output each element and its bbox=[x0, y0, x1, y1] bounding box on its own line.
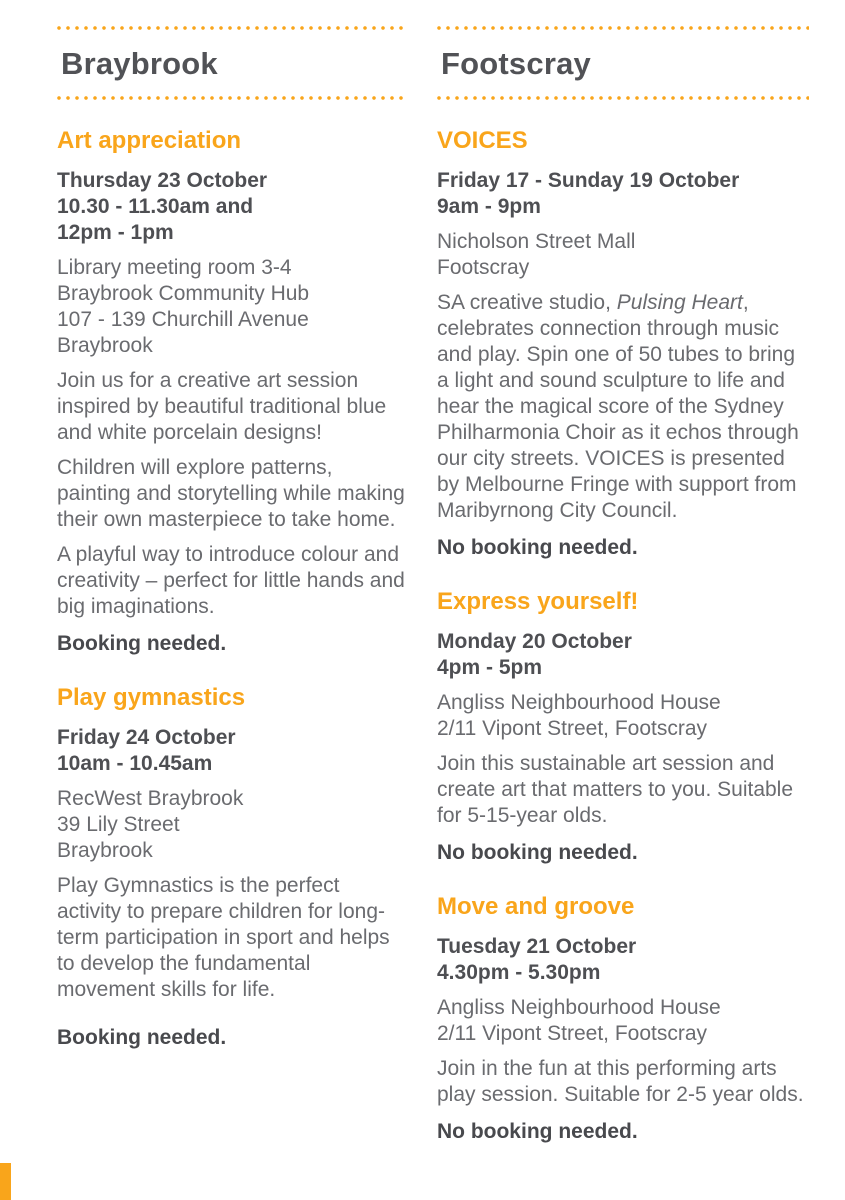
event-title: VOICES bbox=[437, 127, 528, 154]
event-location bbox=[437, 690, 809, 742]
event bbox=[437, 588, 809, 866]
text-run: Join in the fun at this performing arts play session. Suitable for 2-5 year olds. bbox=[437, 1057, 804, 1106]
text-run: A playful way to introduce colour and creativity – perfect for little hands and big imaginations. bbox=[57, 543, 405, 618]
location-line: Braybrook bbox=[57, 334, 153, 357]
location-line: Angliss Neighbourhood House bbox=[437, 996, 721, 1019]
location-line: 107 - 139 Churchill Avenue bbox=[57, 308, 309, 331]
location-line: 2/11 Vipont Street, Footscray bbox=[437, 1022, 708, 1045]
event-datetime bbox=[437, 168, 809, 220]
location-line: Braybrook Community Hub bbox=[57, 282, 310, 305]
event-description bbox=[57, 542, 407, 620]
event-title: Art appreciation bbox=[57, 127, 242, 154]
dotted-divider-top bbox=[437, 26, 809, 30]
event-description bbox=[57, 455, 407, 533]
text-run: Join this sustainable art session and create art that matters to you. Suitable for 5-15-year olds. bbox=[437, 752, 794, 827]
event bbox=[57, 684, 407, 1051]
text-run: Join us for a creative art session inspired by beautiful traditional blue and white porcelain designs! bbox=[57, 369, 387, 444]
column-braybrook bbox=[57, 26, 407, 1154]
datetime-line: 4.30pm - 5.30pm bbox=[437, 961, 601, 984]
datetime-line: 4pm - 5pm bbox=[437, 656, 543, 679]
event-description bbox=[57, 368, 407, 446]
datetime-line: Friday 17 - Sunday 19 October bbox=[437, 169, 740, 192]
event bbox=[437, 893, 809, 1145]
event-datetime bbox=[437, 629, 809, 681]
datetime-line: 10am - 10.45am bbox=[57, 752, 213, 775]
event-datetime bbox=[57, 725, 407, 777]
location-line: 39 Lily Street bbox=[57, 813, 180, 836]
event-title: Move and groove bbox=[437, 893, 635, 920]
text-run: Play Gymnastics is the perfect activity to prepare children for long-term participation in sport and helps to develop the fundamental movement skills for life. bbox=[57, 874, 390, 1001]
booking-status: Booking needed. bbox=[57, 1026, 227, 1049]
booking-status: No booking needed. bbox=[437, 536, 638, 559]
datetime-line: Thursday 23 October bbox=[57, 169, 268, 192]
page-corner-tab bbox=[0, 1163, 11, 1200]
text-run: Children will explore patterns, painting and storytelling while making their own masterpiece to take home. bbox=[57, 456, 405, 531]
event-title: Express yourself! bbox=[437, 588, 639, 615]
event-location bbox=[437, 995, 809, 1047]
column-footscray bbox=[437, 26, 809, 1154]
dotted-divider-bottom bbox=[437, 96, 809, 100]
location-line: Angliss Neighbourhood House bbox=[437, 691, 721, 714]
datetime-line: 9am - 9pm bbox=[437, 195, 541, 218]
location-line: Nicholson Street Mall bbox=[437, 230, 636, 253]
italic-text-run: Pulsing Heart bbox=[616, 291, 743, 314]
event bbox=[57, 127, 407, 657]
datetime-line: 12pm - 1pm bbox=[57, 221, 174, 244]
datetime-line: 10.30 - 11.30am and bbox=[57, 195, 254, 218]
event bbox=[437, 127, 809, 561]
location-line: RecWest Braybrook bbox=[57, 787, 244, 810]
event-description bbox=[57, 873, 407, 1003]
event-location bbox=[57, 786, 407, 864]
event-description bbox=[437, 751, 809, 829]
booking-status: No booking needed. bbox=[437, 841, 638, 864]
booking-status: Booking needed. bbox=[57, 632, 227, 655]
datetime-line: Friday 24 October bbox=[57, 726, 236, 749]
location-line: 2/11 Vipont Street, Footscray bbox=[437, 717, 708, 740]
event-datetime bbox=[57, 168, 407, 246]
location-line: Library meeting room 3-4 bbox=[57, 256, 292, 279]
event-title: Play gymnastics bbox=[57, 684, 246, 711]
event-location bbox=[57, 255, 407, 359]
event-datetime bbox=[437, 934, 809, 986]
event-description bbox=[437, 1056, 809, 1108]
location-line: Braybrook bbox=[57, 839, 153, 862]
dotted-divider-top bbox=[57, 26, 407, 30]
column-title: Footscray bbox=[441, 46, 591, 81]
event-location bbox=[437, 229, 809, 281]
text-run: , celebrates connection through music and play. Spin one of 50 tubes to bring a light and sound sculpture to life and hear the magical score of the Sydney Philharmonia Choir as it echos through our city streets. VOICES is presented by Melbourne Fringe with support from Maribyrnong City Council. bbox=[437, 291, 799, 522]
booking-status: No booking needed. bbox=[437, 1120, 638, 1143]
location-line: Footscray bbox=[437, 256, 530, 279]
column-header bbox=[57, 26, 407, 100]
dotted-divider-bottom bbox=[57, 96, 407, 100]
column-header bbox=[437, 26, 809, 100]
event-description bbox=[437, 290, 809, 524]
datetime-line: Tuesday 21 October bbox=[437, 935, 637, 958]
text-run: SA creative studio, bbox=[437, 291, 617, 314]
column-title: Braybrook bbox=[61, 46, 218, 81]
datetime-line: Monday 20 October bbox=[437, 630, 632, 653]
